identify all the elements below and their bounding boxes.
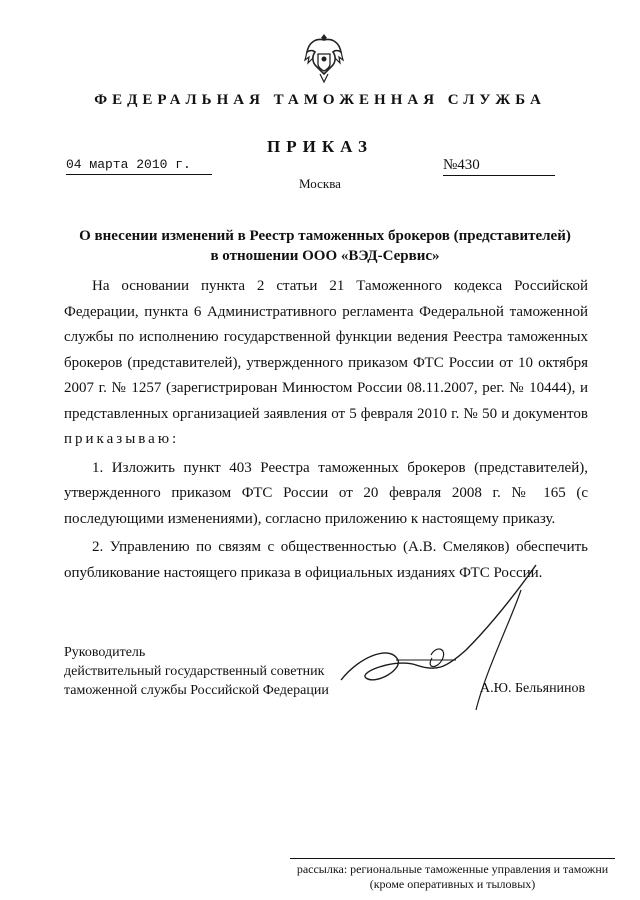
order-subject <box>60 226 590 266</box>
order-city: Москва <box>299 176 341 191</box>
emblem-icon <box>303 30 345 84</box>
directive-word: приказываю: <box>64 431 180 447</box>
subject-line-1: О внесении изменений в Реестр таможенных брокеров (представителей) <box>79 228 571 244</box>
item-1: 1. Изложить пункт 403 Реестра таможенных брокеров (представителей), утвержденного приказом ФТС России от 20 февраля 2008 г. № 165 (с последующими изменениями), согласно приложению к настоящему приказу. <box>64 459 588 527</box>
item-2: 2. Управлению по связям с общественностью (А.В. Смеляков) обеспечить опубликование настоящего приказа в официальных изданиях ФТС России. <box>64 539 588 581</box>
order-date: 04 марта 2010 г. <box>66 157 212 175</box>
order-number: №430 <box>443 157 555 176</box>
signatory-name: А.Ю. Бельянинов <box>480 681 586 696</box>
order-body <box>64 274 588 589</box>
document-title: ПРИКАЗ <box>267 137 373 156</box>
signatory-role-line-1: Руководитель <box>64 645 146 660</box>
signatory-role-line-2: действительный государственный советник <box>64 664 325 679</box>
subject-line-2: в отношении ООО «ВЭД-Сервис» <box>210 248 440 264</box>
preamble-paragraph <box>64 274 588 453</box>
distribution-note <box>290 858 615 892</box>
signatory-position <box>64 643 329 700</box>
signatory-role-line-3: таможенной службы Российской Федерации <box>64 683 329 698</box>
preamble-text: На основании пункта 2 статьи 21 Таможенного кодекса Российской Федерации, пункта 6 Административного регламента Федеральной таможенной службы по исполнению государственной функции ведения Реестра таможенных брокеров (представителей), утвержденного приказом ФТС России от 10 октября 2007 г. № 1257 (зарегистрирован Минюстом России 08.11.2007, рег. № 10444), и представленных организацией заявления от 5 февраля 2010 г. № 50 и документов <box>64 278 588 422</box>
distribution-line-1: рассылка: региональные таможенные управления и таможни <box>296 862 609 876</box>
agency-name: ФЕДЕРАЛЬНАЯ ТАМОЖЕННАЯ СЛУЖБА <box>94 92 546 108</box>
distribution-line-2: (кроме оперативных и тыловых) <box>369 877 536 891</box>
